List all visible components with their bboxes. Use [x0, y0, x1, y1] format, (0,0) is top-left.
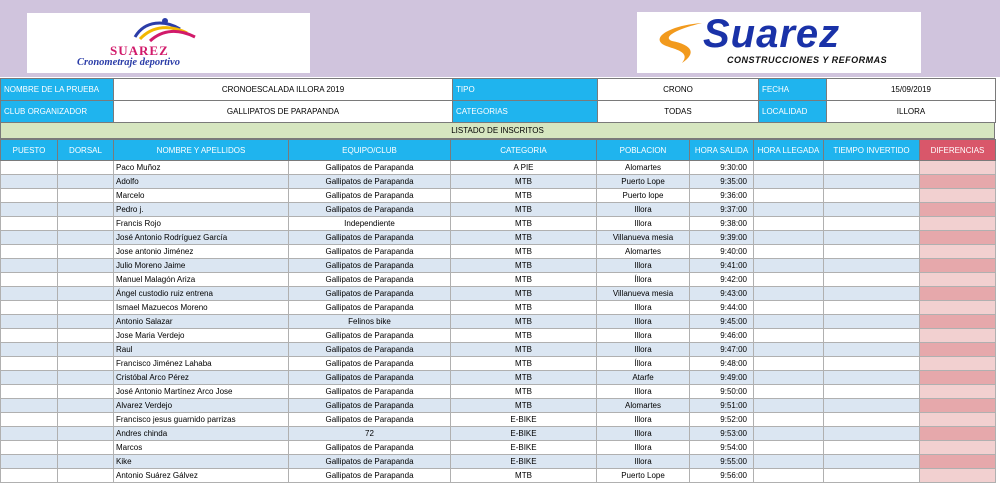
categoria-cell[interactable]: MTB [451, 385, 597, 399]
hora-llegada-cell[interactable] [754, 329, 824, 343]
categoria-cell[interactable]: MTB [451, 259, 597, 273]
poblacion-cell[interactable]: Atarfe [597, 371, 690, 385]
nombre-cell[interactable]: Pedro j. [114, 203, 289, 217]
dorsal-cell[interactable] [58, 273, 114, 287]
categoria-cell[interactable]: MTB [451, 469, 597, 483]
dorsal-cell[interactable] [58, 441, 114, 455]
equipo-cell[interactable]: Gallipatos de Parapanda [289, 301, 451, 315]
dorsal-cell[interactable] [58, 217, 114, 231]
equipo-cell[interactable]: Gallipatos de Parapanda [289, 287, 451, 301]
tiempo-cell[interactable] [824, 427, 920, 441]
dorsal-cell[interactable] [58, 455, 114, 469]
table-row[interactable] [1, 329, 996, 343]
fecha-label: FECHA [759, 79, 827, 101]
hora-salida-cell[interactable]: 9:44:00 [690, 301, 754, 315]
hora-llegada-cell[interactable] [754, 441, 824, 455]
nombre-cell[interactable]: Alvarez Verdejo [114, 399, 289, 413]
hora-llegada-cell[interactable] [754, 245, 824, 259]
dorsal-cell[interactable] [58, 175, 114, 189]
table-row[interactable] [1, 189, 996, 203]
poblacion-cell[interactable]: Villanueva mesia [597, 231, 690, 245]
categoria-cell[interactable]: E-BIKE [451, 427, 597, 441]
equipo-cell[interactable]: Gallipatos de Parapanda [289, 455, 451, 469]
nombre-cell[interactable]: Paco Muñoz [114, 161, 289, 175]
nombre-cell[interactable]: Jose antonio Jiménez [114, 245, 289, 259]
hora-llegada-cell[interactable] [754, 357, 824, 371]
table-row[interactable] [1, 175, 996, 189]
dorsal-cell[interactable] [58, 259, 114, 273]
hora-salida-cell[interactable]: 9:36:00 [690, 189, 754, 203]
hora-salida-cell[interactable]: 9:35:00 [690, 175, 754, 189]
hora-salida-cell[interactable]: 9:54:00 [690, 441, 754, 455]
puesto-cell[interactable] [1, 413, 58, 427]
dorsal-cell[interactable] [58, 161, 114, 175]
equipo-cell[interactable]: Gallipatos de Parapanda [289, 245, 451, 259]
table-row[interactable] [1, 217, 996, 231]
poblacion-cell[interactable]: Alomartes [597, 245, 690, 259]
dorsal-cell[interactable] [58, 469, 114, 483]
nombre-cell[interactable]: Adolfo [114, 175, 289, 189]
equipo-cell[interactable]: Gallipatos de Parapanda [289, 399, 451, 413]
diferencias-cell[interactable] [920, 399, 996, 413]
diferencias-cell[interactable] [920, 231, 996, 245]
hora-llegada-cell[interactable] [754, 371, 824, 385]
hora-llegada-cell[interactable] [754, 203, 824, 217]
poblacion-cell[interactable]: Illora [597, 315, 690, 329]
categoria-cell[interactable]: MTB [451, 301, 597, 315]
info-row-2 [1, 101, 996, 123]
hora-llegada-cell[interactable] [754, 385, 824, 399]
col-hora-salida[interactable]: HORA SALIDA [690, 140, 754, 161]
nombre-cell[interactable]: José Antonio Martínez Arco Jose [114, 385, 289, 399]
table-row[interactable] [1, 273, 996, 287]
equipo-cell[interactable]: Gallipatos de Parapanda [289, 357, 451, 371]
poblacion-cell[interactable]: Puerto Lope [597, 469, 690, 483]
logo-right-title: Suarez [703, 12, 841, 56]
dorsal-cell[interactable] [58, 413, 114, 427]
puesto-cell[interactable] [1, 287, 58, 301]
table-row[interactable] [1, 385, 996, 399]
equipo-cell[interactable]: Gallipatos de Parapanda [289, 231, 451, 245]
diferencias-cell[interactable] [920, 455, 996, 469]
table-row[interactable] [1, 441, 996, 455]
tiempo-cell[interactable] [824, 357, 920, 371]
puesto-cell[interactable] [1, 231, 58, 245]
nombre-cell[interactable]: Andres chinda [114, 427, 289, 441]
hora-llegada-cell[interactable] [754, 287, 824, 301]
equipo-cell[interactable]: Gallipatos de Parapanda [289, 161, 451, 175]
hora-salida-cell[interactable]: 9:50:00 [690, 385, 754, 399]
dorsal-cell[interactable] [58, 427, 114, 441]
club-value: GALLIPATOS DE PARAPANDA [114, 101, 453, 123]
hora-salida-cell[interactable]: 9:45:00 [690, 315, 754, 329]
categoria-cell[interactable]: A PIE [451, 161, 597, 175]
hora-salida-cell[interactable]: 9:42:00 [690, 273, 754, 287]
poblacion-cell[interactable]: Illora [597, 217, 690, 231]
hora-salida-cell[interactable]: 9:46:00 [690, 329, 754, 343]
poblacion-cell[interactable]: Íllora [597, 357, 690, 371]
hora-salida-cell[interactable]: 9:53:00 [690, 427, 754, 441]
diferencias-cell[interactable] [920, 287, 996, 301]
tiempo-cell[interactable] [824, 469, 920, 483]
nombre-value: CRONOESCALADA ILLORA 2019 [114, 79, 453, 101]
puesto-cell[interactable] [1, 259, 58, 273]
hora-llegada-cell[interactable] [754, 273, 824, 287]
inscritos-table [0, 139, 996, 483]
categorias-label: CATEGORIAS [453, 101, 598, 123]
table-row[interactable] [1, 287, 996, 301]
hora-salida-cell[interactable]: 9:43:00 [690, 287, 754, 301]
hora-llegada-cell[interactable] [754, 301, 824, 315]
logo-left-subtitle: Cronometraje deportivo [77, 57, 180, 68]
equipo-cell[interactable]: 72 [289, 427, 451, 441]
hora-salida-cell[interactable]: 9:47:00 [690, 343, 754, 357]
nombre-cell[interactable]: Francisco jesus guarnido parrizas [114, 413, 289, 427]
localidad-label: LOCALIDAD [759, 101, 827, 123]
hora-llegada-cell[interactable] [754, 469, 824, 483]
categoria-cell[interactable]: E-BIKE [451, 413, 597, 427]
nombre-cell[interactable]: José Antonio Rodríguez García [114, 231, 289, 245]
puesto-cell[interactable] [1, 203, 58, 217]
nombre-cell[interactable]: Cristóbal Arco Pérez [114, 371, 289, 385]
hora-salida-cell[interactable]: 9:38:00 [690, 217, 754, 231]
categoria-cell[interactable]: MTB [451, 343, 597, 357]
nombre-cell[interactable]: Marcos [114, 441, 289, 455]
tiempo-cell[interactable] [824, 329, 920, 343]
puesto-cell[interactable] [1, 469, 58, 483]
diferencias-cell[interactable] [920, 343, 996, 357]
puesto-cell[interactable] [1, 441, 58, 455]
runner-logo-icon [105, 15, 215, 45]
diferencias-cell[interactable] [920, 217, 996, 231]
tipo-value: CRONO [598, 79, 759, 101]
categorias-value: TODAS [598, 101, 759, 123]
hora-llegada-cell[interactable] [754, 231, 824, 245]
poblacion-cell[interactable]: Illora [597, 413, 690, 427]
localidad-value: ILLORA [827, 101, 996, 123]
dorsal-cell[interactable] [58, 287, 114, 301]
diferencias-cell[interactable] [920, 315, 996, 329]
hora-salida-cell[interactable]: 9:37:00 [690, 203, 754, 217]
categoria-cell[interactable]: MTB [451, 217, 597, 231]
col-hora-llegada[interactable]: HORA LLEGADA [754, 140, 824, 161]
header-band [0, 0, 1000, 77]
dorsal-cell[interactable] [58, 371, 114, 385]
equipo-cell[interactable]: Gallipatos de Parapanda [289, 189, 451, 203]
diferencias-cell[interactable] [920, 189, 996, 203]
puesto-cell[interactable] [1, 273, 58, 287]
table-row[interactable] [1, 469, 996, 483]
puesto-cell[interactable] [1, 301, 58, 315]
table-row[interactable] [1, 413, 996, 427]
table-row[interactable] [1, 371, 996, 385]
hora-llegada-cell[interactable] [754, 413, 824, 427]
poblacion-cell[interactable]: Íllora [597, 273, 690, 287]
poblacion-cell[interactable]: Illora [597, 343, 690, 357]
col-nombre[interactable]: NOMBRE Y APELLIDOS [114, 140, 289, 161]
table-row[interactable] [1, 259, 996, 273]
poblacion-cell[interactable]: Illora [597, 259, 690, 273]
nombre-cell[interactable]: Francisco Jiménez Lahaba [114, 357, 289, 371]
equipo-cell[interactable]: Gallipatos de Parapanda [289, 413, 451, 427]
col-categoria[interactable]: CATEGORIA [451, 140, 597, 161]
hora-llegada-cell[interactable] [754, 189, 824, 203]
puesto-cell[interactable] [1, 315, 58, 329]
hora-salida-cell[interactable]: 9:55:00 [690, 455, 754, 469]
tiempo-cell[interactable] [824, 413, 920, 427]
hora-salida-cell[interactable]: 9:56:00 [690, 469, 754, 483]
hora-llegada-cell[interactable] [754, 259, 824, 273]
nombre-cell[interactable]: Antonio Salazar [114, 315, 289, 329]
dorsal-cell[interactable] [58, 231, 114, 245]
hora-llegada-cell[interactable] [754, 399, 824, 413]
tiempo-cell[interactable] [824, 343, 920, 357]
hora-llegada-cell[interactable] [754, 217, 824, 231]
puesto-cell[interactable] [1, 455, 58, 469]
dorsal-cell[interactable] [58, 203, 114, 217]
categoria-cell[interactable]: MTB [451, 189, 597, 203]
puesto-cell[interactable] [1, 343, 58, 357]
col-poblacion[interactable]: POBLACION [597, 140, 690, 161]
equipo-cell[interactable]: Gallipatos de Parapanda [289, 441, 451, 455]
puesto-cell[interactable] [1, 189, 58, 203]
equipo-cell[interactable]: Gallipatos de Parapanda [289, 469, 451, 483]
table-row[interactable] [1, 399, 996, 413]
hora-llegada-cell[interactable] [754, 175, 824, 189]
categoria-cell[interactable]: MTB [451, 231, 597, 245]
fecha-value: 15/09/2019 [827, 79, 996, 101]
categoria-cell[interactable]: MTB [451, 329, 597, 343]
equipo-cell[interactable]: Gallipatos de Parapanda [289, 343, 451, 357]
tiempo-cell[interactable] [824, 441, 920, 455]
diferencias-cell[interactable] [920, 203, 996, 217]
diferencias-cell[interactable] [920, 441, 996, 455]
col-puesto[interactable]: PUESTO [1, 140, 58, 161]
poblacion-cell[interactable]: Puerto Lope [597, 175, 690, 189]
puesto-cell[interactable] [1, 175, 58, 189]
diferencias-cell[interactable] [920, 175, 996, 189]
poblacion-cell[interactable]: Illora [597, 301, 690, 315]
table-row[interactable] [1, 455, 996, 469]
equipo-cell[interactable]: Gallipatos de Parapanda [289, 175, 451, 189]
nombre-cell[interactable]: Julio Moreno Jaime [114, 259, 289, 273]
hora-llegada-cell[interactable] [754, 315, 824, 329]
tiempo-cell[interactable] [824, 385, 920, 399]
puesto-cell[interactable] [1, 245, 58, 259]
puesto-cell[interactable] [1, 371, 58, 385]
table-row[interactable] [1, 427, 996, 441]
puesto-cell[interactable] [1, 427, 58, 441]
diferencias-cell[interactable] [920, 427, 996, 441]
poblacion-cell[interactable]: Illora [597, 203, 690, 217]
tiempo-cell[interactable] [824, 301, 920, 315]
equipo-cell[interactable]: Gallipatos de Parapanda [289, 385, 451, 399]
hora-llegada-cell[interactable] [754, 455, 824, 469]
categoria-cell[interactable]: MTB [451, 315, 597, 329]
hora-llegada-cell[interactable] [754, 343, 824, 357]
col-equipo[interactable]: EQUIPO/CLUB [289, 140, 451, 161]
tiempo-cell[interactable] [824, 371, 920, 385]
categoria-cell[interactable]: MTB [451, 371, 597, 385]
logo-suarez-construcciones [637, 12, 921, 73]
tipo-label: TIPO [453, 79, 598, 101]
club-label: CLUB ORGANIZADOR [1, 101, 114, 123]
table-row[interactable] [1, 301, 996, 315]
tiempo-cell[interactable] [824, 315, 920, 329]
logo-suarez-cronometraje [27, 13, 310, 73]
dorsal-cell[interactable] [58, 399, 114, 413]
categoria-cell[interactable]: E-BIKE [451, 441, 597, 455]
info-row-1 [1, 79, 996, 101]
table-body [1, 161, 996, 483]
tiempo-cell[interactable] [824, 273, 920, 287]
logo-right-subtitle: CONSTRUCCIONES Y REFORMAS [727, 55, 888, 65]
diferencias-cell[interactable] [920, 161, 996, 175]
dorsal-cell[interactable] [58, 385, 114, 399]
nombre-label: NOMBRE DE LA PRUEBA [1, 79, 114, 101]
poblacion-cell[interactable]: Illora [597, 441, 690, 455]
table-row[interactable] [1, 343, 996, 357]
diferencias-cell[interactable] [920, 469, 996, 483]
nombre-cell[interactable]: Kike [114, 455, 289, 469]
col-tiempo[interactable]: TIEMPO INVERTIDO [824, 140, 920, 161]
col-dorsal[interactable]: DORSAL [58, 140, 114, 161]
puesto-cell[interactable] [1, 329, 58, 343]
tiempo-cell[interactable] [824, 287, 920, 301]
swoosh-logo-icon [642, 15, 712, 70]
puesto-cell[interactable] [1, 357, 58, 371]
dorsal-cell[interactable] [58, 245, 114, 259]
nombre-cell[interactable]: Francis Rojo [114, 217, 289, 231]
hora-salida-cell[interactable]: 9:51:00 [690, 399, 754, 413]
diferencias-cell[interactable] [920, 371, 996, 385]
table-row[interactable] [1, 203, 996, 217]
hora-salida-cell[interactable]: 9:30:00 [690, 161, 754, 175]
categoria-cell[interactable]: MTB [451, 203, 597, 217]
equipo-cell[interactable]: Gallipatos de Parapanda [289, 259, 451, 273]
hora-salida-cell[interactable]: 9:40:00 [690, 245, 754, 259]
dorsal-cell[interactable] [58, 189, 114, 203]
dorsal-cell[interactable] [58, 343, 114, 357]
categoria-cell[interactable]: MTB [451, 357, 597, 371]
diferencias-cell[interactable] [920, 273, 996, 287]
equipo-cell[interactable]: Gallipatos de Parapanda [289, 371, 451, 385]
diferencias-cell[interactable] [920, 245, 996, 259]
tiempo-cell[interactable] [824, 399, 920, 413]
hora-salida-cell[interactable]: 9:52:00 [690, 413, 754, 427]
diferencias-cell[interactable] [920, 385, 996, 399]
table-header-row [1, 140, 996, 161]
hora-salida-cell[interactable]: 9:39:00 [690, 231, 754, 245]
event-info-table [0, 78, 996, 123]
table-row[interactable] [1, 161, 996, 175]
categoria-cell[interactable]: MTB [451, 287, 597, 301]
tiempo-cell[interactable] [824, 203, 920, 217]
tiempo-cell[interactable] [824, 161, 920, 175]
poblacion-cell[interactable]: Alomartes [597, 399, 690, 413]
hora-llegada-cell[interactable] [754, 427, 824, 441]
diferencias-cell[interactable] [920, 329, 996, 343]
nombre-cell[interactable]: Jose Maria Verdejo [114, 329, 289, 343]
nombre-cell[interactable]: Manuel Malagón Ariza [114, 273, 289, 287]
table-row[interactable] [1, 245, 996, 259]
nombre-cell[interactable]: Raul [114, 343, 289, 357]
equipo-cell[interactable]: Felinos bike [289, 315, 451, 329]
categoria-cell[interactable]: MTB [451, 273, 597, 287]
equipo-cell[interactable]: Gallipatos de Parapanda [289, 273, 451, 287]
categoria-cell[interactable]: MTB [451, 399, 597, 413]
puesto-cell[interactable] [1, 385, 58, 399]
tiempo-cell[interactable] [824, 175, 920, 189]
tiempo-cell[interactable] [824, 189, 920, 203]
categoria-cell[interactable]: MTB [451, 175, 597, 189]
dorsal-cell[interactable] [58, 329, 114, 343]
table-row[interactable] [1, 231, 996, 245]
tiempo-cell[interactable] [824, 231, 920, 245]
nombre-cell[interactable]: Ángel custodio ruiz entrena [114, 287, 289, 301]
diferencias-cell[interactable] [920, 413, 996, 427]
dorsal-cell[interactable] [58, 357, 114, 371]
nombre-cell[interactable]: Ismael Mazuecos Moreno [114, 301, 289, 315]
poblacion-cell[interactable]: Illora [597, 329, 690, 343]
tiempo-cell[interactable] [824, 245, 920, 259]
col-diferencias[interactable]: DIFERENCIAS [920, 140, 996, 161]
puesto-cell[interactable] [1, 161, 58, 175]
hora-salida-cell[interactable]: 9:41:00 [690, 259, 754, 273]
dorsal-cell[interactable] [58, 301, 114, 315]
poblacion-cell[interactable]: Illora [597, 455, 690, 469]
puesto-cell[interactable] [1, 399, 58, 413]
poblacion-cell[interactable]: Villanueva mesia [597, 287, 690, 301]
poblacion-cell[interactable]: Illora [597, 427, 690, 441]
diferencias-cell[interactable] [920, 357, 996, 371]
hora-llegada-cell[interactable] [754, 161, 824, 175]
hora-salida-cell[interactable]: 9:49:00 [690, 371, 754, 385]
nombre-cell[interactable]: Antonio Suárez Gálvez [114, 469, 289, 483]
tiempo-cell[interactable] [824, 455, 920, 469]
equipo-cell[interactable]: Gallipatos de Parapanda [289, 203, 451, 217]
poblacion-cell[interactable]: Illora [597, 385, 690, 399]
nombre-cell[interactable]: Marcelo [114, 189, 289, 203]
diferencias-cell[interactable] [920, 301, 996, 315]
listado-title: LISTADO DE INSCRITOS [0, 122, 995, 139]
categoria-cell[interactable]: E-BIKE [451, 455, 597, 469]
logo-left-title: SUAREZ [110, 43, 169, 58]
table-row[interactable] [1, 357, 996, 371]
table-row[interactable] [1, 315, 996, 329]
diferencias-cell[interactable] [920, 259, 996, 273]
tiempo-cell[interactable] [824, 259, 920, 273]
hora-salida-cell[interactable]: 9:48:00 [690, 357, 754, 371]
equipo-cell[interactable]: Independiente [289, 217, 451, 231]
poblacion-cell[interactable]: Puerto lope [597, 189, 690, 203]
poblacion-cell[interactable]: Alomartes [597, 161, 690, 175]
equipo-cell[interactable]: Gallipatos de Parapanda [289, 329, 451, 343]
categoria-cell[interactable]: MTB [451, 245, 597, 259]
puesto-cell[interactable] [1, 217, 58, 231]
dorsal-cell[interactable] [58, 315, 114, 329]
tiempo-cell[interactable] [824, 217, 920, 231]
